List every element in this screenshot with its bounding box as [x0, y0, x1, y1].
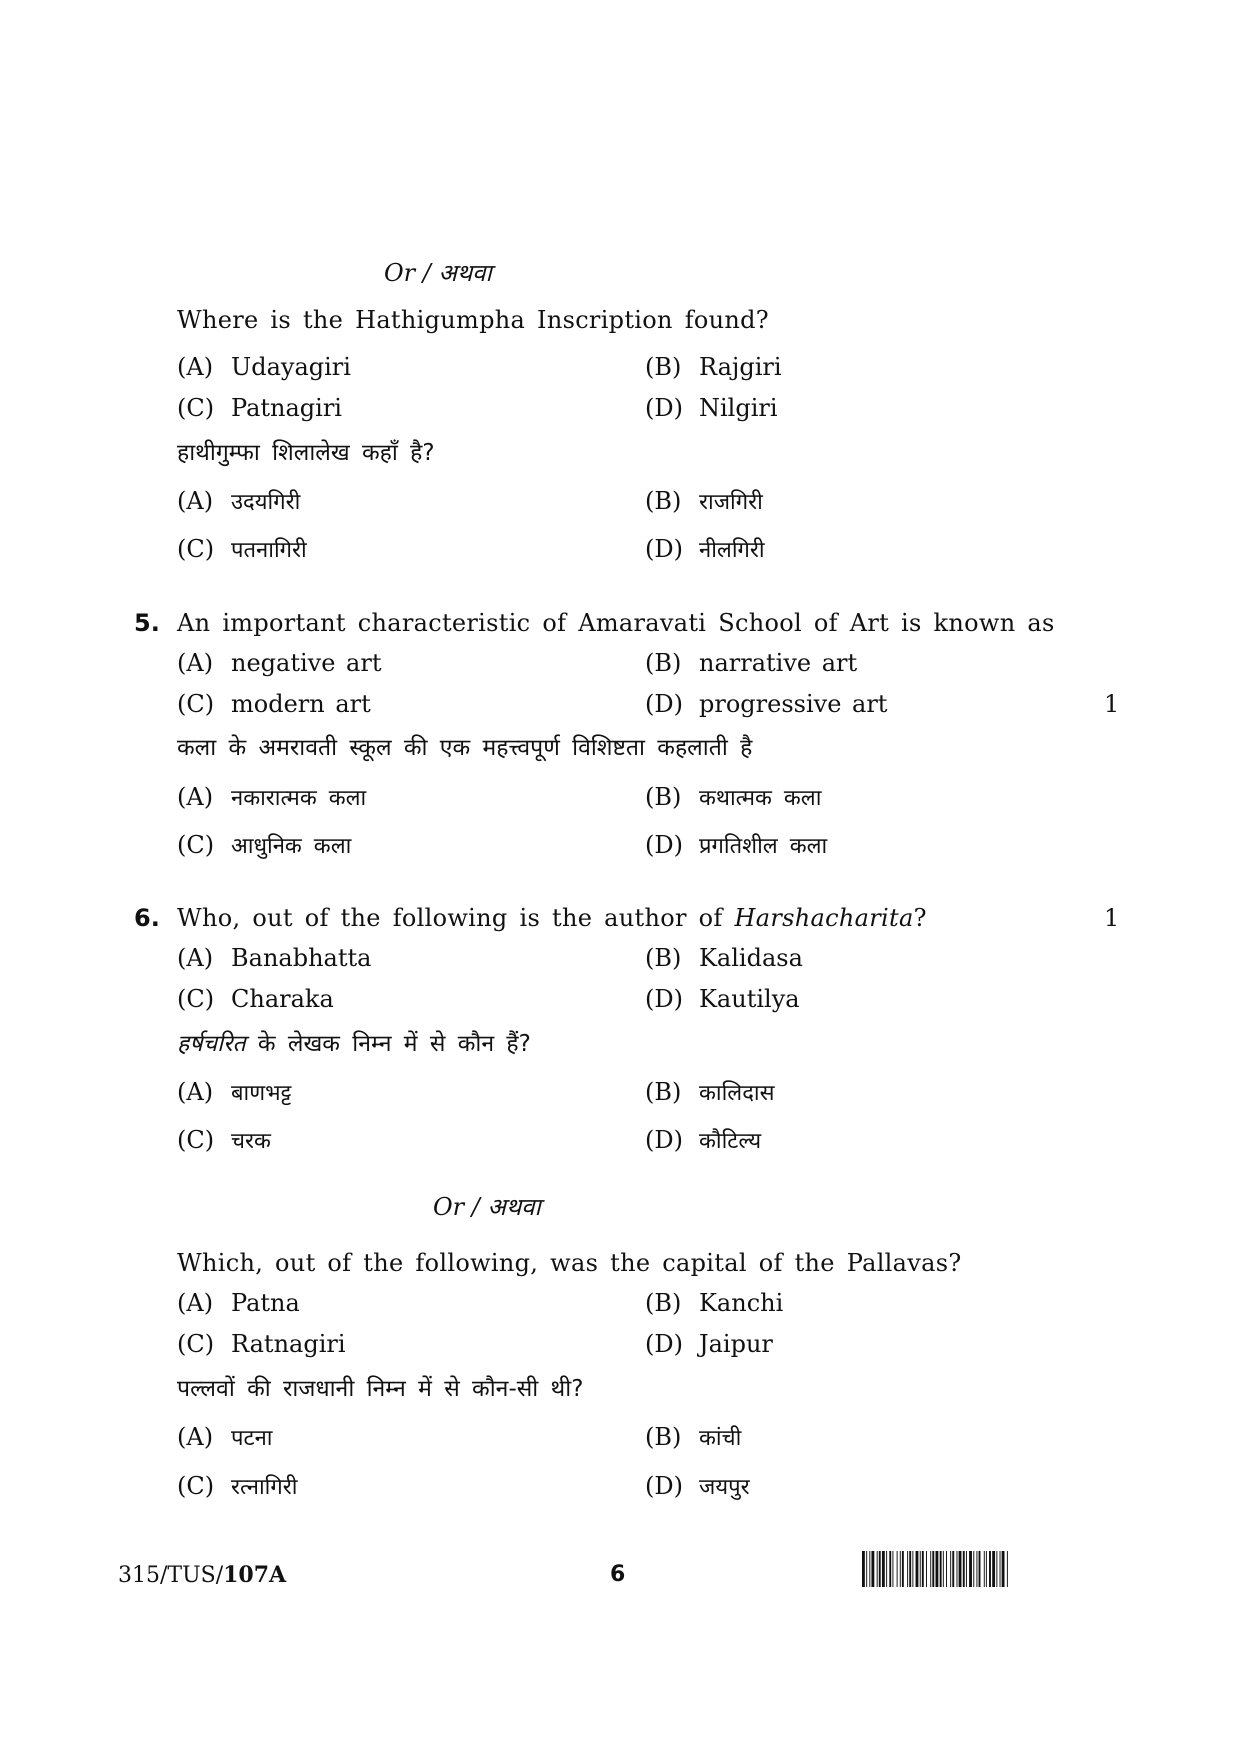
option-a-hi: (A) नकारात्मक कला — [177, 783, 367, 811]
barcode-bar — [969, 1551, 972, 1587]
barcode-bar — [871, 1551, 874, 1587]
option-a: (A) Banabhatta — [177, 944, 372, 972]
option-c: (C) Ratnagiri — [177, 1330, 346, 1358]
barcode-bar — [986, 1551, 987, 1587]
barcode-bar — [932, 1551, 934, 1587]
barcode-bar — [892, 1551, 893, 1587]
barcode-bar — [922, 1551, 924, 1587]
barcode-bar — [952, 1551, 954, 1587]
barcode-bar — [976, 1551, 977, 1587]
option-a: (A) negative art — [177, 649, 382, 677]
option-b-hi: (B) कालिदास — [645, 1078, 775, 1106]
or-divider: Or / अथवा — [433, 1193, 541, 1221]
barcode-bar — [900, 1551, 901, 1587]
option-d: (D) Jaipur — [645, 1330, 773, 1358]
barcode-bar — [862, 1551, 865, 1587]
question-text-hi: कला के अमरावती स्कूल की एक महत्त्वपूर्ण विशिष्टता कहलाती है — [177, 735, 753, 761]
question-text-hi: पल्लवों की राजधानी निम्न में से कौन-सी थी? — [177, 1376, 584, 1402]
barcode-bar — [869, 1551, 870, 1587]
paper-code: 315/TUS/107A — [118, 1562, 287, 1588]
barcode-bar — [940, 1551, 942, 1587]
option-b: (B) Kanchi — [645, 1289, 784, 1317]
option-a-hi: (A) बाणभट्ट — [177, 1078, 292, 1106]
option-c: (C) Patnagiri — [177, 394, 342, 422]
option-a-hi: (A) उदयगिरी — [177, 487, 301, 515]
option-b: (B) narrative art — [645, 649, 858, 677]
barcode-bar — [989, 1551, 991, 1587]
option-b-hi: (B) राजगिरी — [645, 487, 763, 515]
question-text-hi: हाथीगुम्फा शिलालेख कहाँ है? — [177, 440, 435, 466]
marks: 1 — [1104, 904, 1120, 932]
question-text-en: Which, out of the following, was the capital of the Pallavas? — [177, 1249, 962, 1277]
question-number: 5. — [134, 609, 160, 637]
marks: 1 — [1104, 690, 1120, 718]
barcode-bar — [946, 1551, 947, 1587]
barcode-bar — [920, 1551, 921, 1587]
option-c-hi: (C) आधुनिक कला — [177, 831, 352, 859]
option-b: (B) Rajgiri — [645, 353, 782, 381]
option-a: (A) Udayagiri — [177, 353, 351, 381]
barcode-bar — [963, 1551, 965, 1587]
barcode-bar — [916, 1551, 919, 1587]
barcode-bar — [979, 1551, 981, 1587]
barcode-bar — [866, 1551, 867, 1587]
barcode-bar — [984, 1551, 985, 1587]
barcode-bar — [897, 1551, 898, 1587]
option-d-hi: (D) कौटिल्य — [645, 1126, 762, 1154]
option-b-hi: (B) कांची — [645, 1423, 742, 1451]
question-text-en: An important characteristic of Amaravati School of Art is known as — [177, 609, 1055, 637]
barcode-bar — [1007, 1551, 1008, 1587]
option-d-hi: (D) नीलगिरी — [645, 535, 765, 563]
barcode-bar — [909, 1551, 911, 1587]
option-b-hi: (B) कथात्मक कला — [645, 783, 822, 811]
barcode — [862, 1551, 1120, 1587]
option-c-hi: (C) पतनागिरी — [177, 535, 307, 563]
question-text-en: Who, out of the following is the author of Harshacharita? — [177, 904, 927, 932]
barcode-bar — [936, 1551, 939, 1587]
option-c: (C) modern art — [177, 690, 371, 718]
option-d: (D) Nilgiri — [645, 394, 778, 422]
option-a-hi: (A) पटना — [177, 1423, 273, 1451]
option-c-hi: (C) रत्नागिरी — [177, 1472, 298, 1500]
barcode-bar — [1000, 1551, 1001, 1587]
barcode-bar — [973, 1551, 974, 1587]
option-c: (C) Charaka — [177, 985, 334, 1013]
barcode-bar — [959, 1551, 962, 1587]
or-divider: Or / अथवा — [384, 259, 492, 287]
barcode-bar — [966, 1551, 967, 1587]
barcode-bar — [902, 1551, 904, 1587]
question-text-en: Where is the Hathigumpha Inscription found? — [177, 306, 769, 334]
option-d: (D) Kautilya — [645, 985, 800, 1013]
barcode-bar — [1002, 1551, 1005, 1587]
barcode-bar — [879, 1551, 881, 1587]
barcode-bar — [886, 1551, 887, 1587]
barcode-bar — [930, 1551, 931, 1587]
option-d-hi: (D) प्रगतिशील कला — [645, 831, 828, 859]
option-b: (B) Kalidasa — [645, 944, 803, 972]
option-d-hi: (D) जयपुर — [645, 1472, 750, 1500]
barcode-bar — [889, 1551, 891, 1587]
page-number: 6 — [610, 1562, 626, 1587]
barcode-bar — [992, 1551, 995, 1587]
option-c-hi: (C) चरक — [177, 1126, 271, 1154]
barcode-bar — [943, 1551, 944, 1587]
question-number: 6. — [134, 904, 160, 932]
barcode-bar — [907, 1551, 908, 1587]
barcode-bar — [957, 1551, 958, 1587]
barcode-bar — [926, 1551, 927, 1587]
option-a: (A) Patna — [177, 1289, 300, 1317]
barcode-bar — [950, 1551, 951, 1587]
barcode-bar — [877, 1551, 878, 1587]
question-text-hi: हर्षचरित के लेखक निम्न में से कौन हैं? — [177, 1031, 531, 1057]
barcode-bar — [996, 1551, 997, 1587]
barcode-bar — [882, 1551, 885, 1587]
option-d: (D) progressive art — [645, 690, 888, 718]
barcode-bar — [912, 1551, 913, 1587]
